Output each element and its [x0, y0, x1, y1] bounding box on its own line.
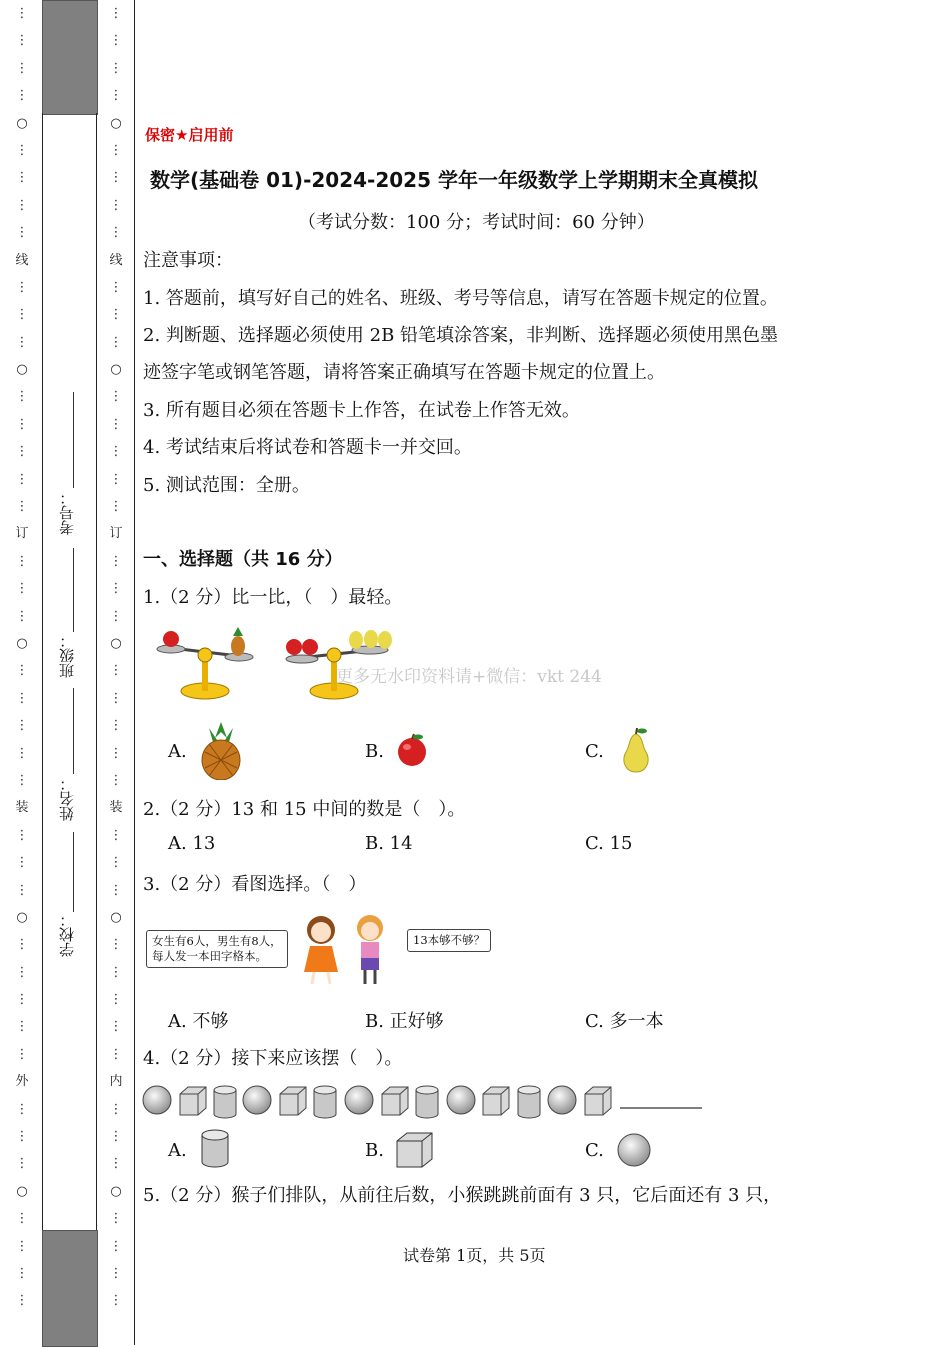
note-line: 2. 判断题、选择题必须使用 2B 铅笔填涂答案，非判断、选择题必须使用黑色墨 — [143, 325, 779, 346]
note-line: 4. 考试结束后将试卷和答题卡一并交回。 — [143, 437, 472, 458]
note-line: 3. 所有题目必须在答题卡上作答，在试卷上作答无效。 — [143, 400, 580, 421]
question-2-option-b[interactable]: B. 14 — [365, 833, 413, 854]
question-2-option-a[interactable]: A. 13 — [168, 833, 216, 854]
pineapple-icon — [199, 722, 243, 780]
question-1-stem: 1.（2 分）比一比，（ ）最轻。 — [143, 587, 403, 608]
sphere-icon — [616, 1132, 652, 1168]
blank-school[interactable] — [73, 832, 74, 912]
inner-dot-column: ⋮ ⋮ ⋮ ⋮ ○ ⋮ ⋮ ⋮ ⋮ 线 ⋮ ⋮ ⋮ ○ ⋮ ⋮ ⋮ ⋮ ⋮ 订 ⋮ ⋮ ⋮ ○ ⋮ ⋮ ⋮ ⋮ ⋮ 装 ⋮ ⋮ ⋮ ○ ⋮ ⋮ ⋮ ⋮ ⋮ 内 ⋮ ⋮ ⋮ ○ ⋮ ⋮ ⋮ ⋮ — [109, 6, 123, 1309]
question-5-stem: 5.（2 分）猴子们排队，从前往后数，小猴跳跳前面有 3 只，它后面还有 3 只， — [143, 1185, 782, 1206]
pear-icon — [617, 728, 655, 774]
blank-name[interactable] — [73, 688, 74, 774]
question-1-option-c[interactable]: C. — [585, 741, 604, 762]
question-3-option-b[interactable]: B. 正好够 — [365, 1011, 444, 1032]
field-exam-number: 考号： — [58, 490, 76, 535]
blank-class[interactable] — [73, 548, 74, 632]
field-class: 班级： — [58, 633, 76, 678]
note-line: 5. 测试范围：全册。 — [143, 475, 310, 496]
confidential-label: 保密★启用前 — [145, 126, 234, 144]
girl-icon — [298, 912, 344, 986]
margin-line-left — [42, 113, 43, 1230]
question-3-option-c[interactable]: C. 多一本 — [585, 1011, 664, 1032]
question-2-stem: 2.（2 分）13 和 15 中间的数是（ ）。 — [143, 799, 466, 820]
shape-sequence — [142, 1082, 712, 1122]
section-heading: 一、选择题（共 16 分） — [143, 549, 343, 570]
content-border-line — [134, 0, 135, 1345]
top-gray-band — [42, 0, 98, 115]
speech-bubble-left: 女生有6人，男生有8人， 每人发一本田字格本。 — [146, 930, 288, 968]
balance-scale-icon — [155, 625, 255, 703]
question-1-option-a[interactable]: A. — [168, 741, 187, 762]
blank-exam-number[interactable] — [73, 392, 74, 488]
speech-bubble-right: 13本够不够？ — [407, 929, 491, 952]
question-4-option-a[interactable]: A. — [168, 1140, 187, 1161]
note-line: 1. 答题前，填写好自己的姓名、班级、考号等信息，请写在答题卡规定的位置。 — [143, 288, 778, 309]
exam-subtitle: （考试分数：100 分；考试时间：60 分钟） — [298, 212, 655, 233]
page-footer: 试卷第 1页，共 5页 — [403, 1246, 546, 1265]
question-3-option-a[interactable]: A. 不够 — [168, 1011, 229, 1032]
exam-title: 数学(基础卷 01)-2024-2025 学年一年级数学上学期期末全真模拟 — [150, 168, 758, 192]
question-3-stem: 3.（2 分）看图选择。（ ） — [143, 874, 367, 895]
field-name: 姓名： — [58, 776, 76, 821]
bottom-gray-band — [42, 1230, 98, 1347]
apple-icon — [395, 733, 429, 767]
question-4-option-b[interactable]: B. — [365, 1140, 384, 1161]
note-line: 迹签字笔或钢笔答题，请将答案正确填写在答题卡规定的位置上。 — [143, 362, 665, 383]
question-4-option-c[interactable]: C. — [585, 1140, 604, 1161]
field-school: 学校： — [58, 912, 76, 957]
notes-heading: 注意事项： — [143, 250, 233, 271]
cube-icon — [395, 1131, 435, 1169]
question-4-stem: 4.（2 分）接下来应该摆（ ）。 — [143, 1048, 403, 1069]
cylinder-icon — [199, 1129, 231, 1169]
question-1-option-b[interactable]: B. — [365, 741, 384, 762]
margin-line-right — [96, 113, 97, 1230]
question-2-option-c[interactable]: C. 15 — [585, 833, 633, 854]
girl-icon — [350, 912, 390, 986]
outer-dot-column: ⋮ ⋮ ⋮ ⋮ ○ ⋮ ⋮ ⋮ ⋮ 线 ⋮ ⋮ ⋮ ○ ⋮ ⋮ ⋮ ⋮ ⋮ 订 ⋮ ⋮ ⋮ ○ ⋮ ⋮ ⋮ ⋮ ⋮ 装 ⋮ ⋮ ⋮ ○ ⋮ ⋮ ⋮ ⋮ ⋮ 外 ⋮ ⋮ ⋮ ○ ⋮ ⋮ ⋮ ⋮ — [15, 6, 29, 1309]
watermark: 更多无水印资料请+微信：vkt 244 — [336, 667, 602, 687]
